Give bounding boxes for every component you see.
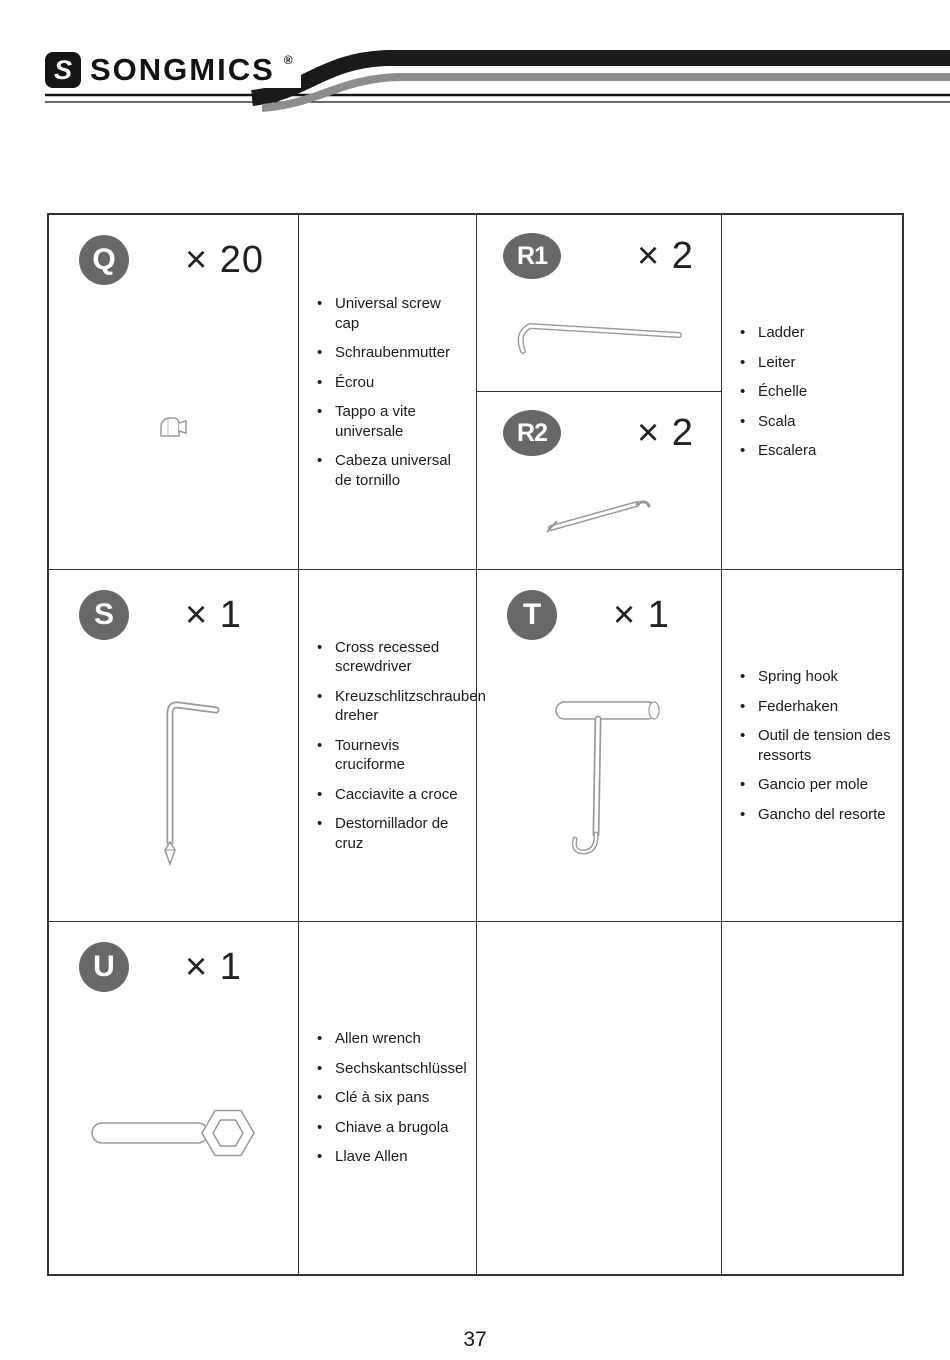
desc-cell-s bbox=[299, 570, 486, 922]
desc-item: • Cabeza universal de tornillo bbox=[313, 451, 466, 490]
desc-item: • Escalera bbox=[736, 441, 892, 461]
desc-item: • Llave Allen bbox=[313, 1147, 466, 1167]
desc-item: • Gancho del resorte bbox=[736, 805, 892, 825]
part-cell-u bbox=[49, 922, 299, 1274]
desc-cell-t bbox=[722, 570, 902, 922]
desc-item: • Spring hook bbox=[736, 667, 892, 687]
desc-item: • Échelle bbox=[736, 382, 892, 402]
part-qty-t: × 1 bbox=[613, 593, 670, 636]
spring-hook-tool-illustration bbox=[477, 642, 721, 921]
desc-list-r bbox=[722, 323, 902, 461]
parts-table bbox=[47, 213, 904, 1276]
desc-item: • Leiter bbox=[736, 353, 892, 373]
desc-list-t bbox=[722, 667, 902, 824]
desc-item: • Tappo a vite universale bbox=[313, 402, 466, 441]
songmics-s-icon: S bbox=[45, 52, 81, 88]
part-subcell-r1 bbox=[477, 215, 721, 392]
part-qty-u: × 1 bbox=[185, 945, 242, 988]
empty-cell-2 bbox=[722, 922, 902, 1274]
part-badge-u: U bbox=[79, 942, 129, 992]
part-badge-s: S bbox=[79, 590, 129, 640]
desc-cell-q bbox=[299, 215, 477, 570]
desc-item: • Universal screw cap bbox=[313, 294, 466, 333]
page-number: 37 bbox=[463, 1328, 487, 1351]
desc-cell-u bbox=[299, 922, 477, 1274]
desc-item: • Allen wrench bbox=[313, 1029, 466, 1049]
desc-item: • Écrou bbox=[313, 373, 466, 393]
allen-wrench-illustration bbox=[49, 994, 298, 1274]
desc-item: • Destornillador de cruz bbox=[313, 814, 466, 853]
part-qty-q: × 20 bbox=[185, 238, 265, 281]
desc-item: • Schraubenmutter bbox=[313, 343, 466, 363]
part-cell-q bbox=[49, 215, 299, 570]
ladder-rod-r2-illustration bbox=[477, 456, 721, 569]
part-badge-t: T bbox=[507, 590, 557, 640]
screwdriver-illustration bbox=[49, 642, 298, 921]
desc-item: • Chiave a brugola bbox=[313, 1118, 466, 1138]
part-head-r2 bbox=[477, 392, 721, 456]
part-badge-q: Q bbox=[79, 235, 129, 285]
desc-item: • Cross recessed screwdriver bbox=[313, 638, 466, 677]
screw-cap-illustration bbox=[49, 287, 298, 569]
part-qty-s: × 1 bbox=[185, 593, 242, 636]
part-head-s bbox=[49, 570, 298, 642]
desc-item: • Outil de tension des ressorts bbox=[736, 726, 892, 765]
desc-list-q bbox=[299, 294, 476, 490]
part-head-u bbox=[49, 922, 298, 994]
desc-cell-r bbox=[722, 215, 902, 570]
part-badge-r1: R1 bbox=[503, 233, 561, 279]
empty-cell-1 bbox=[477, 922, 722, 1274]
desc-item: • Sechskantschlüssel bbox=[313, 1059, 466, 1079]
part-cell-r bbox=[477, 215, 722, 570]
desc-item: • Scala bbox=[736, 412, 892, 432]
desc-item: • Tournevis cruciforme bbox=[313, 736, 466, 775]
desc-item: • Clé à six pans bbox=[313, 1088, 466, 1108]
desc-item: • Cacciavite a croce bbox=[313, 785, 466, 805]
desc-item: • Gancio per mole bbox=[736, 775, 892, 795]
desc-list-u bbox=[299, 1029, 476, 1167]
part-badge-r2: R2 bbox=[503, 410, 561, 456]
brand-name: SONGMICS bbox=[90, 52, 275, 87]
part-subcell-r2 bbox=[477, 392, 721, 569]
ladder-rail-r1-illustration bbox=[477, 279, 721, 391]
desc-item: • Ladder bbox=[736, 323, 892, 343]
registered-mark: ® bbox=[283, 53, 293, 67]
part-cell-s bbox=[49, 570, 299, 922]
part-cell-t bbox=[477, 570, 722, 922]
part-qty-r1: × 2 bbox=[637, 234, 694, 277]
desc-list-s bbox=[299, 638, 486, 854]
desc-item: • Kreuzschlitzschrauben dreher bbox=[313, 687, 466, 726]
part-head-t bbox=[477, 570, 721, 642]
songmics-logo bbox=[45, 52, 301, 88]
desc-item: • Federhaken bbox=[736, 697, 892, 717]
part-head-r1 bbox=[477, 215, 721, 279]
part-qty-r2: × 2 bbox=[637, 411, 694, 454]
part-head-q bbox=[49, 215, 298, 287]
